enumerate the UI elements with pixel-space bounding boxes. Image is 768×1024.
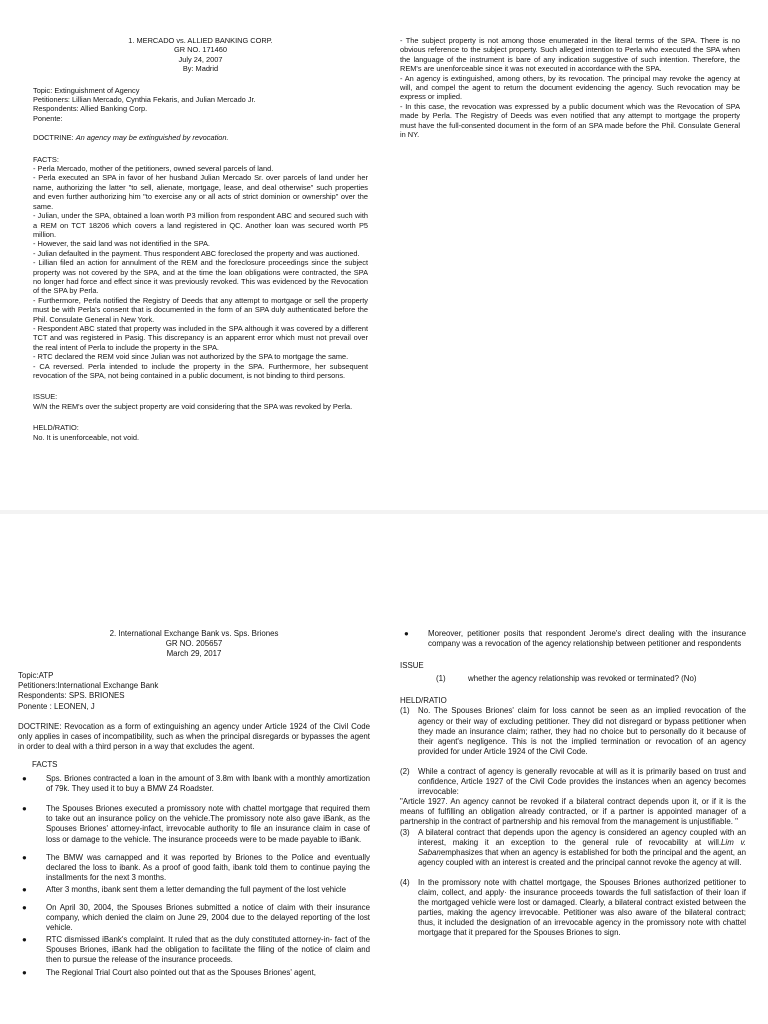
case-1-parties	[33, 86, 368, 124]
case-2-fact	[18, 885, 370, 895]
case-1-held	[33, 423, 368, 442]
case-2-fact	[18, 853, 370, 883]
case-1-title: 1. MERCADO vs. ALLIED BANKING CORP.	[128, 36, 273, 45]
case-2-page	[0, 514, 768, 1024]
case-2-fact-text: The Regional Trial Court also pointed out that as the Spouses Briones' agent,	[46, 967, 316, 977]
case-1-issue-label: ISSUE:	[33, 392, 58, 402]
case-1-ratio-paragraph: - The subject property is not among those enumerated in the literal terms of the SPA. There is no obvious reference to the subject property. Such alleged intention to Perla who executed the SPA when the language of the instrument is bare of any indication suggestive of such intention. Therefore, the REM's are unenforceable since it was not executed in accordance with the SPA.	[400, 36, 740, 74]
case-2-date: March 29, 2017	[166, 649, 222, 659]
case-2-held-number: (3)	[400, 827, 410, 837]
case-1-doctrine-text: An agency may be extinguished by revocation.	[75, 133, 229, 143]
case-2-petitioner-argument	[400, 629, 746, 649]
case-2-grno: GR NO. 205657	[165, 639, 223, 649]
bullet-icon: ●	[22, 804, 27, 814]
case-2-held-item	[400, 706, 746, 756]
case-2-doctrine: DOCTRINE: Revocation as a form of extinguishing an agency under Article 1924 of the Civil Code only applies in cases of incompatibility, such as when the principal disregards or bypasses the agent in order to deal with a third person in a way that excludes the agent.	[18, 721, 370, 751]
case-2-held3-text-b: emphasizes that when an agency is established for both the principal and the agent, an agency coupled with an interest is created and the principal cannot revoke the agency at will.	[418, 847, 746, 867]
case-1-fact: - Perla executed an SPA in favor of her husband Julian Mercado Sr. over parcels of land under her name, authorizing the latter "to sell, alienate, mortgage, lease, and deal otherwise" such properties and even further authorizing him "to exercise any or all acts of strict dominion or ownership" over the same.	[33, 173, 368, 211]
case-1-page	[0, 0, 768, 510]
case-1-fact: - Julian, under the SPA, obtained a loan worth P3 million from respondent ABC and secured such with a REM on TCT 18206 which covers a land registered in QC. Another loan was secured worth P5 million.	[33, 211, 368, 239]
case-1-header	[33, 36, 368, 74]
case-1-held-text: No. It is unenforceable, not void.	[33, 432, 139, 442]
case-2-held-number: (2)	[400, 766, 410, 776]
case-2-held-number: (4)	[400, 877, 410, 887]
case-1-fact: - CA reversed. Perla intended to include the property in the SPA. Furthermore, her subsequent revocation of the SPA, not being contained in a public document, is not binding to third persons.	[33, 361, 368, 380]
case-1-doctrine-label: DOCTRINE:	[33, 133, 74, 143]
case-2-petitioners: Petitioners:International Exchange Bank	[18, 681, 159, 691]
case-2-parties	[18, 671, 370, 711]
case-1-left-column	[33, 36, 368, 442]
case-2-cited-case: Lim v. Saban	[418, 837, 746, 857]
case-1-respondents: Respondents: Allied Banking Corp.	[33, 104, 148, 114]
case-2-issue-number: (1)	[436, 674, 446, 684]
case-2-fact-text: After 3 months, ibank sent them a letter demanding the full payment of the lost vehicle	[46, 884, 347, 894]
case-2-respondents: Respondents: SPS. BRIONES	[18, 691, 125, 701]
bullet-icon: ●	[22, 935, 27, 945]
bullet-icon: ●	[22, 774, 27, 784]
case-2-fact	[18, 968, 370, 978]
case-2-fact	[18, 774, 370, 794]
case-1-facts-label: FACTS:	[33, 154, 59, 164]
case-2-fact-text: The BMW was carnapped and it was reported by Briones to the Police and eventually declared the loss to ibank. As a proof of good faith, ibank told them to continue paying the installments for the next 3 months.	[46, 852, 370, 882]
case-1-ratio-paragraph: - An agency is extinguished, among others, by its revocation. The principal may revoke the agency at will, and compel the agent to return the document evidencing the agency. Such revocation may be express or implied.	[400, 73, 740, 102]
case-2-issue	[400, 661, 746, 684]
case-2-held-text: No. The Spouses Briones' claim for loss cannot be seen as an implied revocation of the agency or their way of excluding petitioner. They did not disregard or bypass petitioner when they made an insurance claim; rather, they had no choice but to personally do it because of their agent's negligence. This is not the implied termination or revocation of an agency provided for under Article 1924 of the Civil Code.	[418, 706, 746, 756]
bullet-icon: ●	[22, 852, 27, 862]
case-2-fact-text: RTC dismissed iBank's complaint. It ruled that as the duly constituted attorney-in- fact of the Spouses Briones, iBank had the obligation to facilitate the filing of the notice of claim and then to pursue the release of the insurance proceeds.	[46, 935, 370, 965]
case-1-fact: - RTC declared the REM void since Julian was not authorized by the SPA to mortgage the same.	[33, 352, 349, 362]
case-2-fact	[18, 935, 370, 965]
case-2-topic: Topic:ATP	[18, 671, 54, 681]
case-2-title: 2. International Exchange Bank vs. Sps. Briones	[109, 629, 279, 638]
case-1-ratio-paragraph: - In this case, the revocation was expressed by a public document which was the Revocation of SPA made by Perla. The Registry of Deeds was even notified that any attempt to mortgage the property must have the full-consented document in the form of an SPA made before the Phil. Consulate General in NY.	[400, 101, 740, 140]
bullet-icon: ●	[22, 884, 27, 894]
case-2-argument-text: Moreover, petitioner posits that respondent Jerome's direct dealing with the insurance company was a revocation of the agency relationship between petitioner and respondents	[428, 629, 746, 649]
case-2-facts	[18, 760, 370, 978]
case-2-fact	[18, 903, 370, 933]
bullet-icon: ●	[22, 902, 27, 912]
case-1-ponente: Ponente:	[33, 113, 63, 123]
case-2-left-column	[18, 629, 370, 978]
case-1-grno: GR NO. 171460	[174, 45, 227, 55]
case-2-held3-text-a: A bilateral contract that depends upon the agency is considered an agency coupled with an interest, making it an exception to the general rule of revocability at will.	[418, 827, 746, 847]
case-1-fact: - Julian defaulted in the payment. Thus respondent ABC foreclosed the property and was auctioned.	[33, 248, 360, 258]
case-1-fact: - Furthermore, Perla notified the Registry of Deeds that any attempt to mortgage or sell the property must be with Perla's consent that is documented in the form of an SPA duly authenticated before the Phil. Consulate General in New York.	[33, 295, 368, 324]
case-2-right-column	[400, 629, 746, 938]
case-2-issue-label: ISSUE	[400, 661, 424, 671]
case-1-issue	[33, 392, 368, 411]
case-2-held-item	[400, 767, 746, 797]
bullet-icon: ●	[404, 629, 409, 638]
case-2-held-number: (1)	[400, 706, 410, 716]
case-1-doctrine	[33, 133, 368, 142]
case-2-held-text: While a contract of agency is generally revocable at will as it is primarily based on trust and confidence, Article 1927 of the Civil Code provides the instances when an agency becomes irrevocable:	[418, 766, 746, 797]
case-2-held-text	[418, 828, 746, 868]
case-2-held	[400, 696, 746, 938]
case-1-date: July 24, 2007	[178, 54, 223, 64]
case-2-held-item	[400, 828, 746, 868]
case-1-fact: - Lillian filed an action for annulment of the REM and the foreclosure proceedings since the subject property was not covered by the SPA, and at the time the loan obligations were contracted, the SPA no longer had force and effect since it was previously revoked. This was evidenced by the Revocation of the SPA by Perla.	[33, 258, 368, 296]
case-1-fact: - However, the said land was not identified in the SPA.	[33, 239, 210, 249]
case-2-issue-item	[400, 674, 746, 684]
case-2-ponente: Ponente : LEONEN, J	[18, 701, 95, 711]
case-1-facts	[33, 155, 368, 381]
case-1-right-column	[400, 36, 740, 139]
case-1-author: By: Madrid	[182, 64, 219, 74]
case-2-fact-text: Sps. Briones contracted a loan in the amount of 3.8m with Ibank with a monthly amortization of 79k. They used it to buy a BMW Z4 Roadster.	[46, 774, 370, 794]
case-2-header	[18, 629, 370, 659]
case-1-topic: Topic: Extinguishment of Agency	[33, 85, 140, 95]
case-2-facts-label: FACTS	[32, 759, 58, 769]
case-2-article-quote: "Article 1927. An agency cannot be revoked if a bilateral contract depends upon it, or if it is the means of fulfilling an obligation already contracted, or if a partner is appointed manager of a partnership in the contract of partnership and his removal from the management is unjustifiable. "	[400, 797, 746, 827]
case-2-issue-text: whether the agency relationship was revoked or terminated? (No)	[468, 674, 697, 684]
case-1-fact: - Respondent ABC stated that property was included in the SPA although it was covered by a different TCT and was registered in Pasig. This discrepancy is an apparent error which must not prevail over the real intent of Perla to include the property in the SPA.	[33, 323, 368, 352]
case-1-fact: - Perla Mercado, mother of the petitioners, owned several parcels of land.	[33, 164, 274, 174]
case-2-held-label: HELD/RATIO	[400, 696, 447, 706]
case-1-petitioners: Petitioners: Lillian Mercado, Cynthia Fekaris, and Julian Mercado Jr.	[33, 95, 256, 105]
case-2-held-item	[400, 878, 746, 939]
case-2-held-text: In the promissory note with chattel mortgage, the Spouses Briones authorized petitioner to claim, collect, and apply· the insurance proceeds towards the full satisfaction of their loan if the mortgaged vehicle were lost or damaged. Clearly, a bilateral contract existed between the parties, making the agency irrevocable. Petitioner was also aware of the bilateral contract; thus, it included the designation of an irrevocable agency in the promissory note with chattel mortgage that it prepared for the Spouses Briones to sign.	[418, 877, 746, 938]
bullet-icon: ●	[22, 967, 27, 977]
case-2-fact-text: On April 30, 2004, the Spouses Briones submitted a notice of claim with their insurance company, which denied the claim on June 29, 2004 due to the delayed reporting of the lost vehicle.	[46, 902, 370, 933]
case-2-fact	[18, 804, 370, 844]
case-1-issue-text: W/N the REM's over the subject property are void considering that the SPA was revoked by Perla.	[33, 401, 353, 411]
case-1-held-label: HELD/RATIO:	[33, 423, 79, 433]
case-2-fact-text: The Spouses Briones executed a promissory note with chattel mortgage that required them to take out an insurance policy on the vehicle.The promissory note also gave iBank, as the Spouses Briones' attorney-infact, irrevocable authority to file an insurance claim in case of loss or damage to the vehicle. The insurance proceeds were to be made payable to iBank.	[46, 804, 370, 844]
